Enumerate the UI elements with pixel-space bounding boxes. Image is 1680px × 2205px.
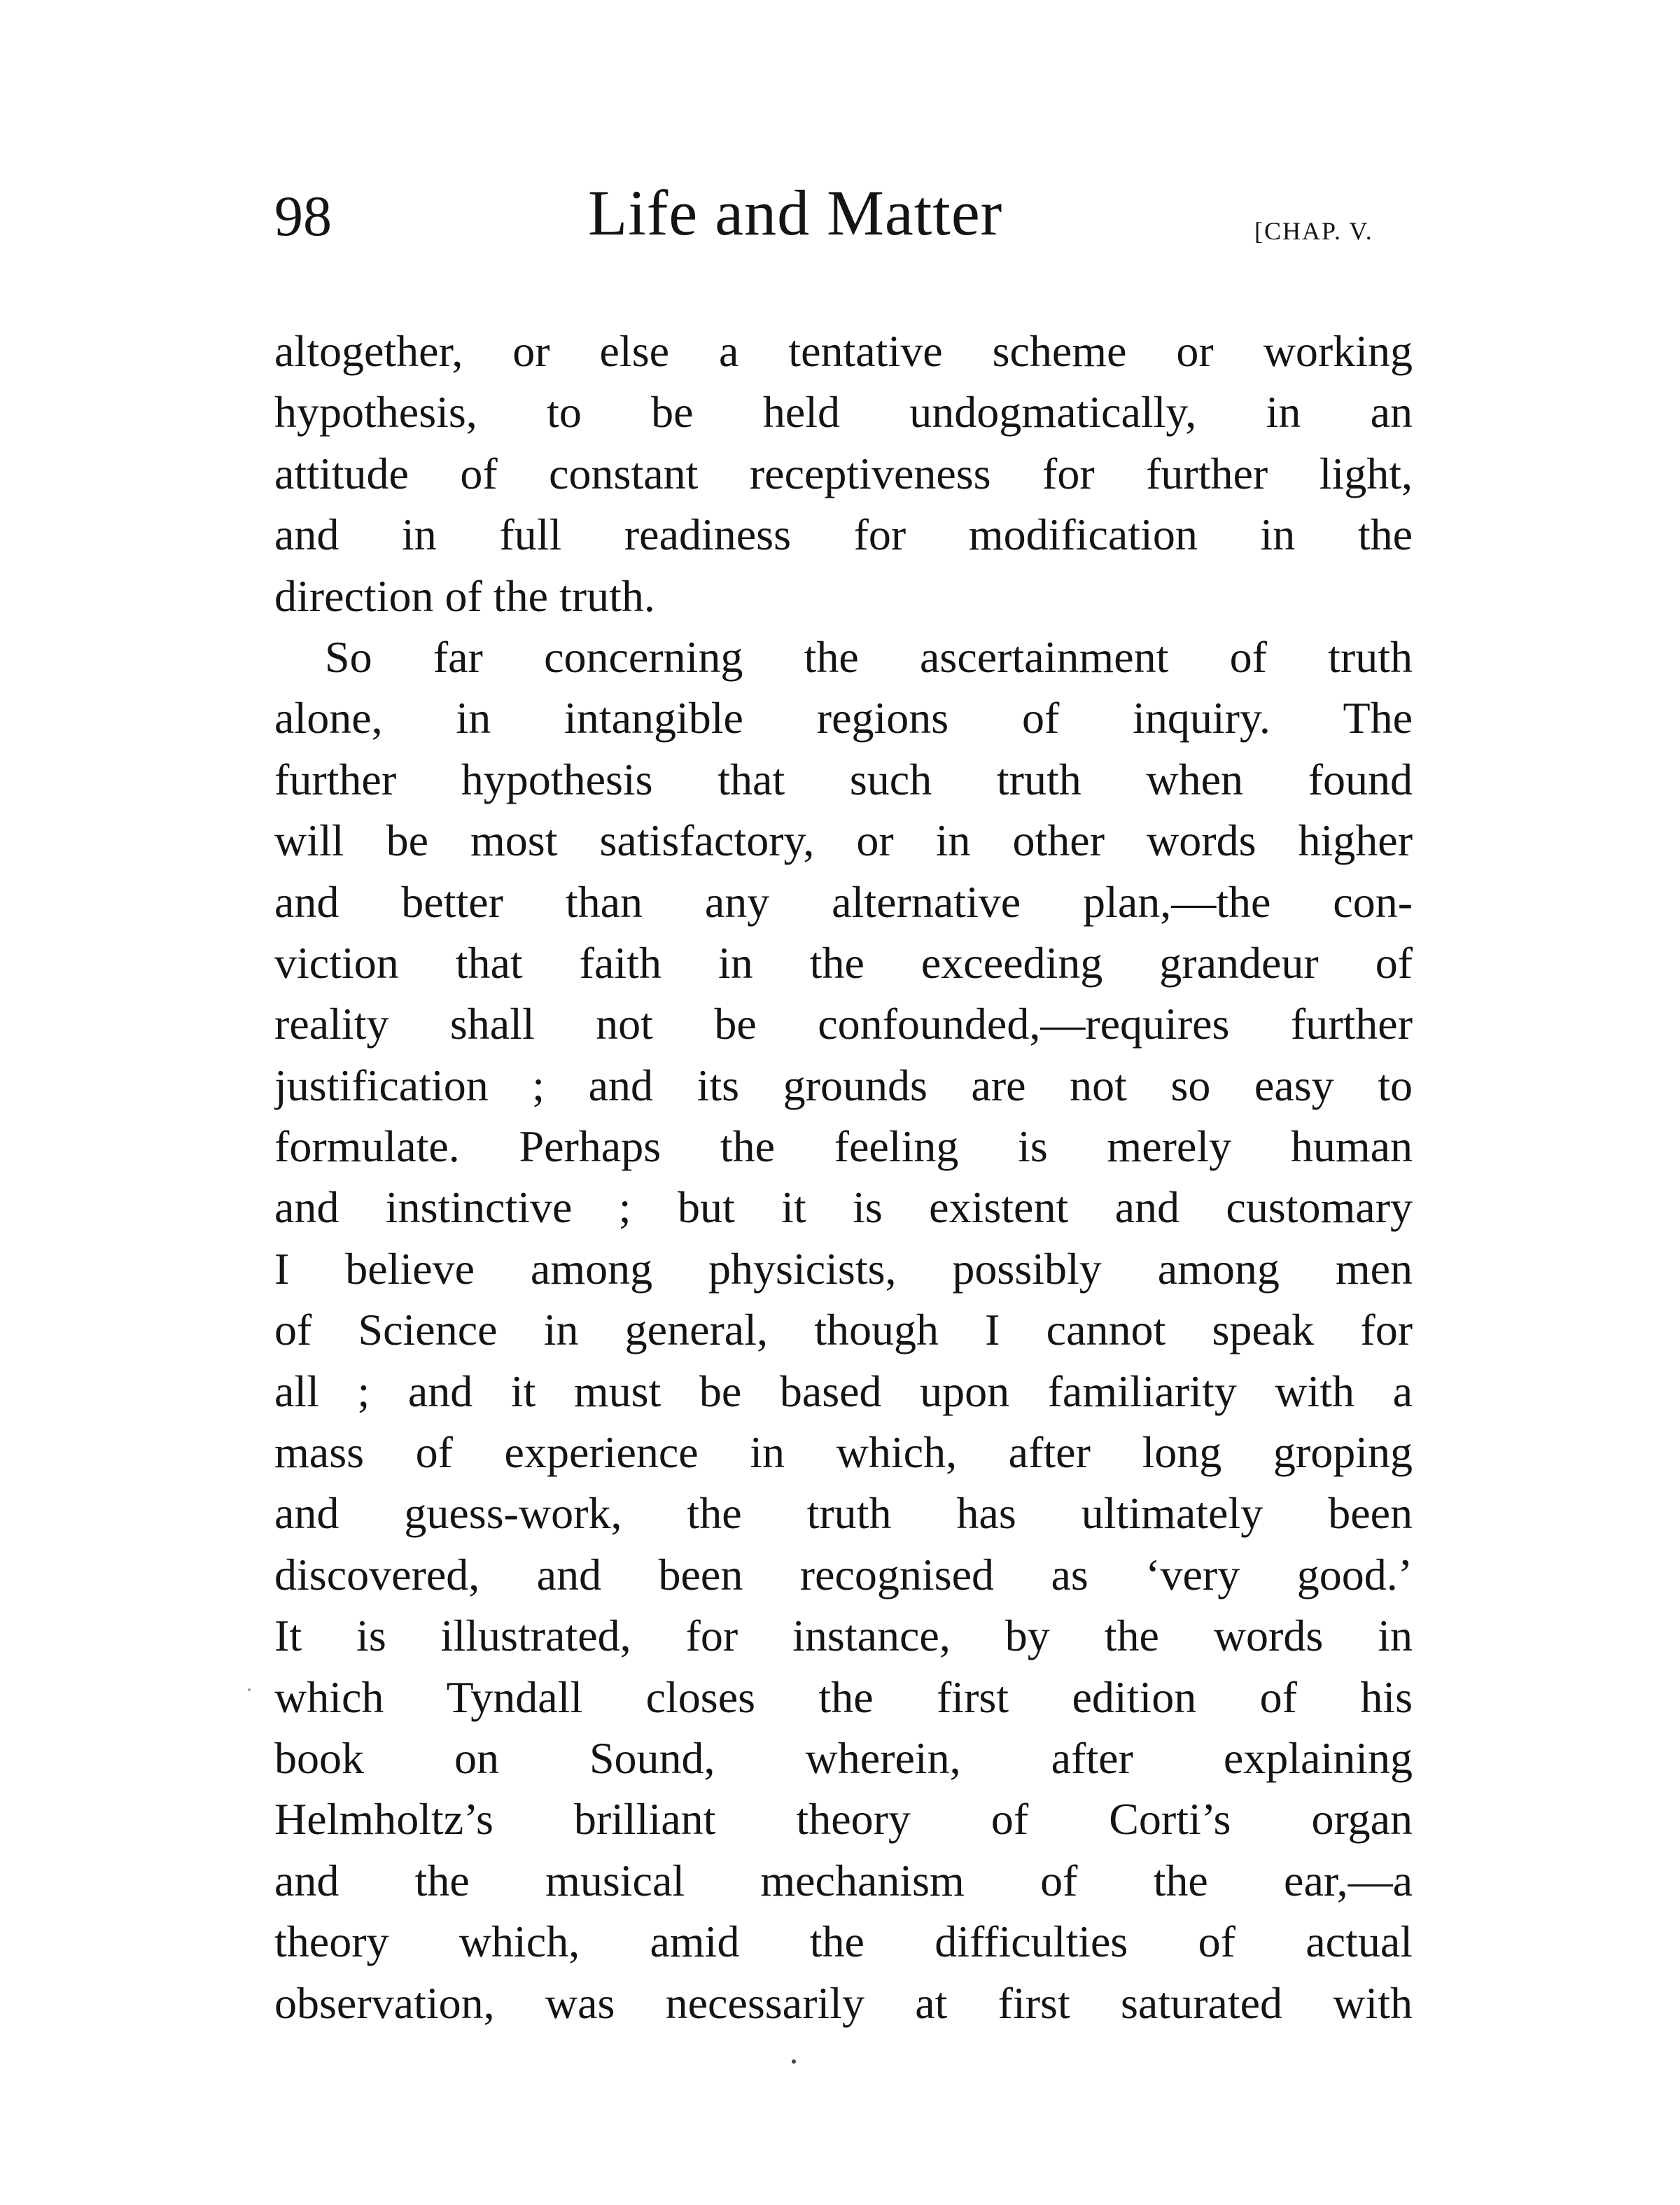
text-line: I believe among physicists, possibly among men: [274, 1243, 1413, 1294]
text-line: mass of experience in which, after long groping: [274, 1427, 1413, 1478]
text-line: So far concerning the ascertainment of truth: [325, 631, 1413, 682]
paper-speck: [792, 2059, 796, 2064]
text-line: further hypothesis that such truth when found: [274, 754, 1413, 804]
text-line: alone, in intangible regions of inquiry. The: [274, 693, 1413, 743]
text-line: justification ; and its grounds are not so easy to: [274, 1060, 1413, 1110]
text-line: which Tyndall closes the first edition of his: [274, 1672, 1413, 1722]
text-line: discovered, and been recognised as ‘very good.’: [274, 1549, 1413, 1600]
paper-speck: [248, 1688, 251, 1691]
text-line: and in full readiness for modification in the: [274, 510, 1413, 560]
text-line: will be most satisfactory, or in other words higher: [274, 816, 1413, 866]
text-line: altogether, or else a tentative scheme or working: [274, 326, 1413, 376]
text-line: book on Sound, wherein, after explaining: [274, 1732, 1413, 1783]
text-line: and better than any alternative plan,—the con-: [274, 876, 1413, 927]
page-number: 98: [274, 184, 332, 248]
text-line: theory which, amid the difficulties of actual: [274, 1917, 1413, 1967]
text-line: observation, was necessarily at first saturated with: [274, 1977, 1413, 2028]
text-line: viction that faith in the exceeding grandeur of: [274, 937, 1413, 988]
text-line: Helmholtz’s brilliant theory of Corti’s organ: [274, 1794, 1413, 1844]
text-line: of Science in general, though I cannot speak for: [274, 1305, 1413, 1355]
running-title: Life and Matter: [588, 177, 1003, 248]
text-line: direction of the truth.: [274, 570, 655, 621]
text-line: and the musical mechanism of the ear,—a: [274, 1855, 1413, 1905]
text-line: and guess-work, the truth has ultimately been: [274, 1488, 1413, 1539]
chapter-reference: [CHAP. V.: [1254, 217, 1373, 245]
text-line: formulate. Perhaps the feeling is merely human: [274, 1121, 1413, 1172]
text-line: attitude of constant receptiveness for further light,: [274, 448, 1413, 498]
text-line: and instinctive ; but it is existent and customary: [274, 1182, 1413, 1233]
text-line: It is illustrated, for instance, by the words in: [274, 1611, 1413, 1661]
body-text: [274, 321, 1413, 2033]
text-line: hypothesis, to be held undogmatically, in an: [274, 387, 1413, 438]
page-header: [0, 168, 1680, 266]
text-line: reality shall not be confounded,—requires further: [274, 999, 1413, 1049]
text-line: all ; and it must be based upon familiarity with a: [274, 1366, 1413, 1416]
